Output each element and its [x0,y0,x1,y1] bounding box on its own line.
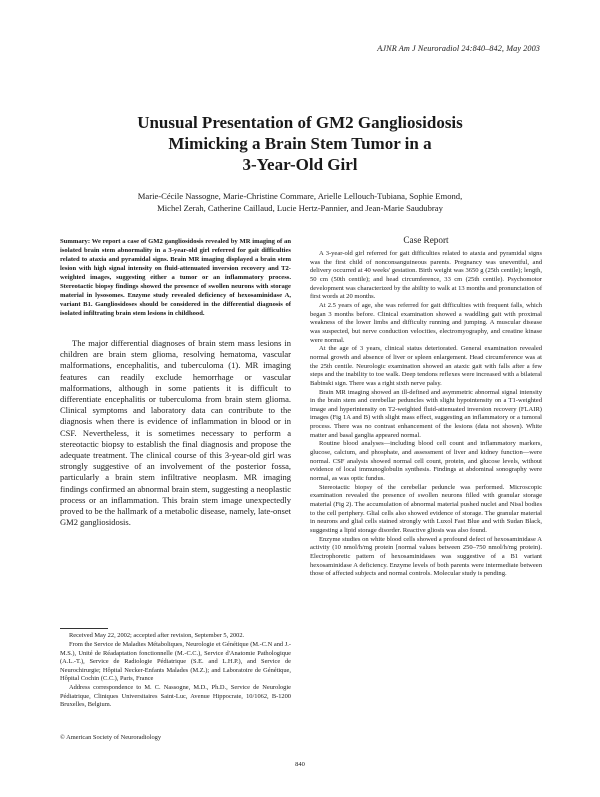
abstract-text: We report a case of GM2 gangliosidosis revealed by MR imaging of an isolated brain stem abnormality in a 3-year-old girl referred for gait difficulties related to ataxia and pyramidal signs. Brain MR imaging displayed a brain stem lesion with high signal intensity on fluid-attenuated inversion recovery and T2-weighted images, suggesting either a tumor or an inflammatory process. Stereotactic biopsy findings showed the presence of swollen neurons with storage material in lysosomes. Enzyme study revealed deficiency of hexosaminidase A, variant B1. Gangliosidoses should be considered in the differential diagnosis of isolated infiltrating brain stem lesions in childhood. [60,238,292,317]
case-paragraph: A 3-year-old girl referred for gait difficulties related to ataxia and pyramidal signs was the first child of nonconsanguineous parents. Pregnancy was uneventful, and delivery occurred at 40 weeks' gestation. Birth weight was 3650 g (25th centile); length, 50 cm (50th centile); and head circumference, 33 cm (25th centile). Psychomotor development was characterized by the ability to walk at 13 months and pronunciation of first words at 20 months. [310,250,542,301]
title-line: 3-Year-Old Girl [242,155,358,174]
left-column [60,235,291,537]
case-paragraph: At the age of 3 years, clinical status deteriorated. General examination revealed normal growth and absence of liver or spleen enlargement. Head circumference was at the 25th centile. Neurologic examination showed an ataxic gait with falls after a few steps and the inability to toe walk. Deep tendons reflexes were increased with a bilateral Babinski sign. There was a right sixth nerve palsy. [310,345,542,387]
affiliations-note: From the Service de Maladies Métaboliques, Neurologie et Génétique (M.-C.N and J.-M.S.), Unité de Réadaptation fonctionnelle (M.-C.C.), Service d'Anatomie Pathologique (A.L.-T.), Service de Radiologie Pédiatrique (S.E. and L.H.P.), and Service de Neurochirurgie; Hôpital Necker-Enfants Malades (M.Z.); and Laboratoire de Génétique, Hôpital Cochin (C.C.), Paris, France [60,641,291,683]
author-line: Marie-Cécile Nassogne, Marie-Christine Commare, Arielle Lellouch-Tubiana, Sophie Emond, [137,191,463,201]
case-paragraph: Stereotactic biopsy of the cerebellar peduncle was performed. Microscopic examination revealed the presence of swollen neurons filled with granular storage material (Fig 2). The accumulation of abnormal material pushed nuclei and Nissl bodies to the cell periphery. Glial cells also showed evidence of storage. The granular material in neurons and glial cells stained strongly with Luxol Fast Blue and with Sudan Black, suggesting a lipid storage disorder. Reactive gliosis was also found. [310,483,542,534]
case-paragraph: At 2.5 years of age, she was referred for gait difficulties with frequent falls, which began 3 months before. Clinical examination showed a waddling gait with proximal weakness of the lower limbs and difficulty running and jumping. A muscular disease was suspected, but nerve conduction velocities, electromyography, and creatine kinase were normal. [310,301,542,344]
title-line: Unusual Presentation of GM2 Gangliosidosis [137,113,463,132]
author-list [40,190,560,214]
page-number: 840 [295,761,305,768]
received-note: Received May 22, 2002; accepted after revision, September 5, 2002. [69,632,245,639]
article-title [40,112,560,175]
case-paragraph: Routine blood analyses—including blood cell count and inflammatory markers, glucose, calcium, and phosphate, and assessment of liver and kidney function—were normal. CSF analysis showed normal cell count, protein, and glucose levels, without evidence of local immunoglobulin synthesis. Findings at abdominal sonography were normal, as was optic fundus. [310,440,542,483]
footnotes [60,632,291,711]
author-line: Michel Zerah, Catherine Caillaud, Lucie Hertz-Pannier, and Jean-Marie Saudubray [157,203,443,213]
abstract [60,235,291,318]
section-heading: Case Report [403,235,449,245]
journal-citation: AJNR Am J Neuroradiol 24:840–842, May 2003 [377,44,540,53]
footnote-divider [60,628,108,629]
title-line: Mimicking a Brain Stem Tumor in a [168,134,432,153]
copyright-notice: © American Society of Neuroradiology [60,734,162,741]
abstract-label: Summary: [60,238,91,245]
case-report-section [310,235,542,579]
correspondence-note: Address correspondence to M. C. Nassogne, M.D., Ph.D., Service de Neurologie Pédiatrique, Cliniques Universitaires Saint-Luc, Avenue Hippocrate, 10/1062, B-1200 Bruxelles, Belgium. [60,684,291,709]
introduction-paragraph: The major differential diagnoses of brain stem mass lesions in children are brain stem glioma, resolving hematoma, vascular malformations, encephalitis, and tuberculoma (1). MR imaging features can readily exclude hemorrhage or vascular malformations, although in some patients it is difficult to differentiate encephalitis or tuberculoma from brain stem glioma. Clinical symptoms and laboratory data can contribute to the diagnosis when there is evidence of inflammation in blood or in CSF. Nevertheless, it is sometimes necessary to perform a stereotactic biopsy to establish the final diagnosis and propose the adequate treatment. The clinical course of this 3-year-old girl was strongly suggestive of an involvement of the posterior fossa, particularly a brain stem infiltrative neoplasm. MR imaging findings confirmed an abnormal brain stem, suggesting a neoplastic process or an inflammation. This brain stem image unexpectedly proved to be the hallmark of a metabolic disease, namely, late-onset GM2 gangliosidosis. [60,338,291,528]
case-paragraph: Brain MR imaging showed an ill-defined and asymmetric abnormal signal intensity in the brain stem and cerebellar peduncles with slight hypointensity on a T1-weighted image and hyperintensity on T2-weighted fluid-attenuated inversion recovery (FLAIR) images (Fig 1A and B) with slight mass effect, suggesting an inflammatory or a tumoral process. There was no contrast enhancement of the lesions (data not shown). White matter and basal ganglia appeared normal. [310,388,542,439]
case-paragraph: Enzyme studies on white blood cells showed a profound defect of hexosaminidase A activity (10 nmol/h/mg protein [normal values between 250–750 nmol/h/mg protein). Electrophoretic pattern of hexosaminidases was suggestive of a B1 variant hexosaminidase A deficiency. Enzyme levels of both parents were intermediate between those of affected subjects and normal controls. Molecular study is pending. [310,535,542,578]
